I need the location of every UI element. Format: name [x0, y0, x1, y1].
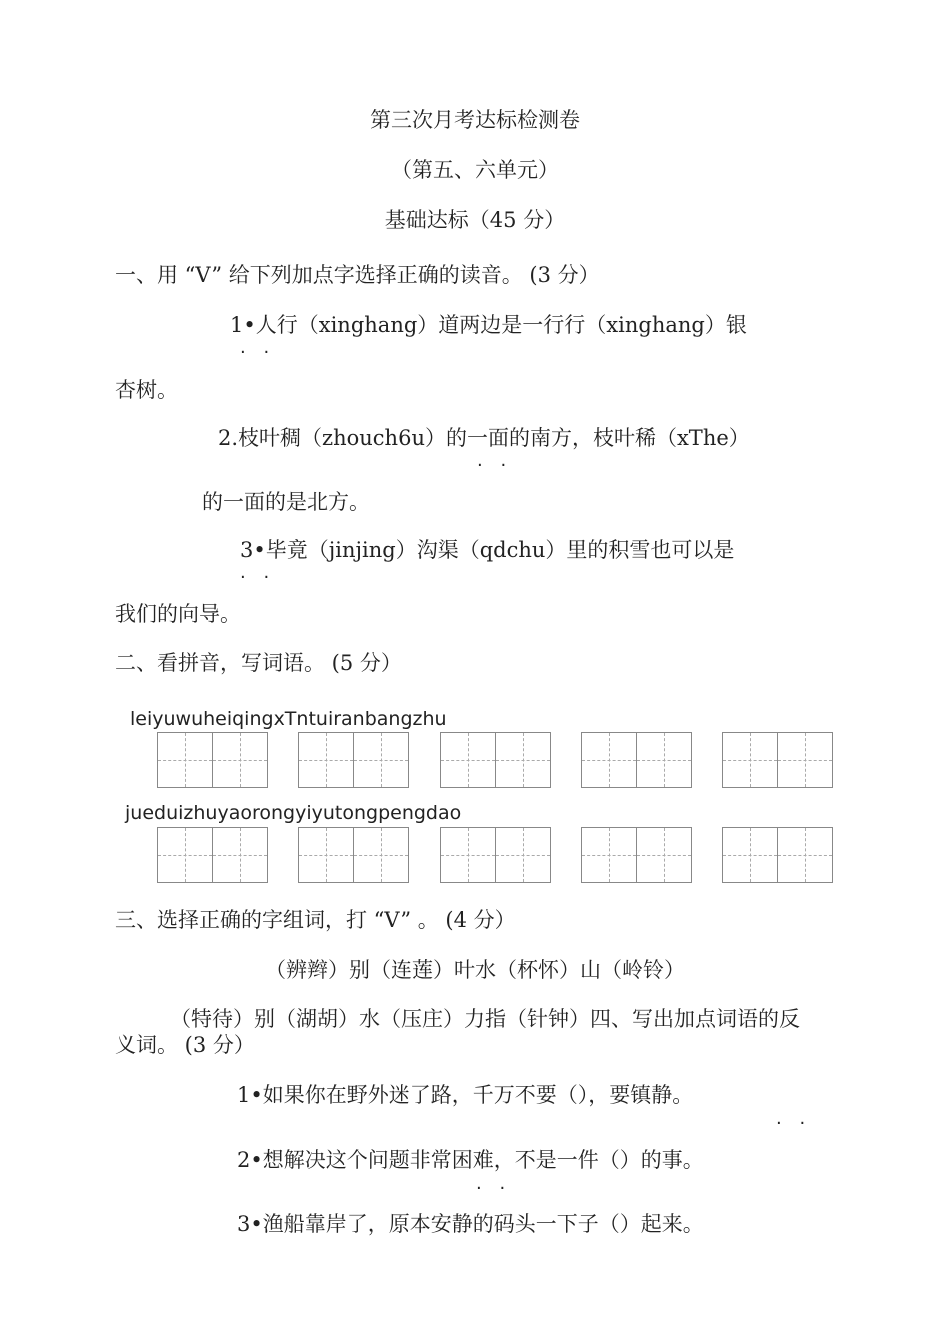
q4-item-1: 1•如果你在野外迷了路，千万不要（），要镇静。 [237, 1083, 694, 1107]
writing-grid[interactable] [722, 732, 833, 788]
pinyin-row-1: leiyuwuheiqingxTntuiranbangzhu [130, 708, 447, 730]
writing-grid[interactable] [298, 732, 409, 788]
page-subtitle: （第五、六单元） [391, 158, 559, 182]
emphasis-dots: · · [477, 455, 513, 476]
writing-grid[interactable] [157, 732, 268, 788]
question-3-heading: 三、选择正确的字组词，打 “V” 。 (4 分） [115, 908, 516, 932]
writing-grid[interactable] [298, 827, 409, 883]
q4-item-2: 2•想解决这个问题非常困难，不是一件（）的事。 [237, 1148, 704, 1172]
section-heading: 基础达标（45 分） [384, 208, 566, 232]
q3-options-line-2: （特待）别（湖胡）水（压庄）力指（针钟）四、写出加点词语的反 [170, 1007, 800, 1031]
writing-grid[interactable] [581, 732, 692, 788]
emphasis-dots: · · [776, 1113, 812, 1134]
writing-grid[interactable] [722, 827, 833, 883]
question-4-heading: 义词。 (3 分） [115, 1033, 255, 1057]
emphasis-dots: · · [476, 1178, 512, 1199]
page-title: 第三次月考达标检测卷 [370, 108, 580, 132]
q1-item-1-line-2: 杏树。 [115, 378, 178, 402]
q4-item-3: 3•渔船靠岸了，原本安静的码头一下子（）起来。 [237, 1212, 704, 1236]
emphasis-dots: · · [240, 567, 276, 588]
pinyin-row-2: jueduizhuyaorongyiyutongpengdao [125, 802, 462, 824]
q3-options-line-1: （辨辫）别（连莲）叶水（杯怀）山（岭铃） [265, 958, 685, 982]
q1-item-3-line-1: 3•毕竟（jinjing）沟渠（qdchu）里的积雪也可以是 [240, 538, 735, 562]
writing-grid[interactable] [581, 827, 692, 883]
question-2-heading: 二、看拼音，写词语。 (5 分） [115, 651, 402, 675]
q1-item-2-line-1: 2.枝叶稠（zhouch6u）的一面的南方，枝叶稀（xThe） [218, 426, 750, 450]
q1-item-1-line-1: 1•人行（xinghang）道两边是一行行（xinghang）银 [230, 313, 747, 337]
writing-grid[interactable] [440, 732, 551, 788]
question-1-heading: 一、用 “V” 给下列加点字选择正确的读音。 (3 分） [115, 263, 600, 287]
writing-grid[interactable] [157, 827, 268, 883]
emphasis-dots: · · [240, 342, 276, 363]
writing-grid[interactable] [440, 827, 551, 883]
q1-item-2-line-2: 的一面的是北方。 [202, 490, 370, 514]
q1-item-3-line-2: 我们的向导。 [115, 602, 241, 626]
